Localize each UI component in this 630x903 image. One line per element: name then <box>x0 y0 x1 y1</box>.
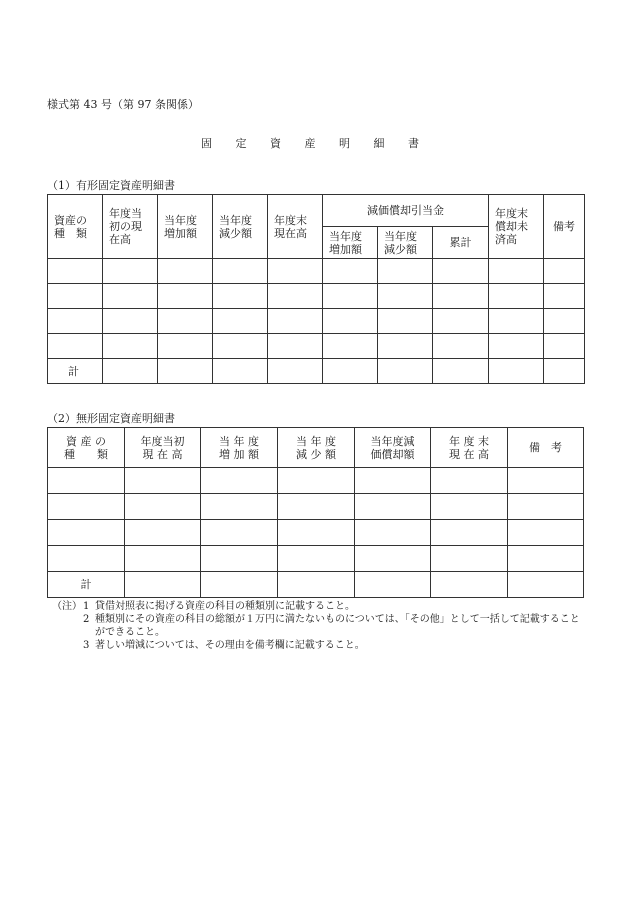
table-cell <box>433 284 489 309</box>
header-increase: 当年度 増加額 <box>158 195 213 259</box>
table-cell <box>323 284 378 309</box>
table-cell <box>378 359 433 384</box>
table-cell <box>323 359 378 384</box>
section2-title: （2）無形固定資産明細書 <box>47 412 175 425</box>
table-cell <box>431 468 508 494</box>
table-cell <box>201 468 278 494</box>
note-text: 種類別にその資産の科目の総額が１万円に満たないものについては、「その他」として一括して記載することができること。 <box>95 614 580 638</box>
table-cell <box>433 309 489 334</box>
table-cell <box>48 259 103 284</box>
table-cell <box>323 309 378 334</box>
table-cell <box>158 259 213 284</box>
table-cell <box>125 468 201 494</box>
table-cell <box>125 546 201 572</box>
table-cell <box>278 546 355 572</box>
table-cell <box>433 259 489 284</box>
table-cell <box>48 468 125 494</box>
header-depreciation: 当年度減 価償却額 <box>355 428 431 468</box>
table-cell <box>544 334 585 359</box>
table-cell <box>268 359 323 384</box>
table-cell <box>278 468 355 494</box>
table-row <box>48 468 584 494</box>
table-cell <box>201 520 278 546</box>
table-cell <box>355 494 431 520</box>
table-cell <box>544 284 585 309</box>
header-dep-total: 累計 <box>433 227 489 259</box>
table-cell <box>48 546 125 572</box>
header-dep-end: 年度末 償却未 済高 <box>489 195 544 259</box>
table-cell <box>489 359 544 384</box>
table-cell <box>103 284 158 309</box>
table-cell <box>431 546 508 572</box>
table-cell <box>125 494 201 520</box>
header-end-balance: 年 度 末 現 在 高 <box>431 428 508 468</box>
total-label: 計 <box>48 359 103 384</box>
table-cell <box>103 334 158 359</box>
intangible-assets-table <box>47 427 584 598</box>
table-cell <box>48 334 103 359</box>
table-cell <box>213 334 268 359</box>
table-cell <box>508 572 584 598</box>
table-cell <box>278 520 355 546</box>
table-cell <box>489 334 544 359</box>
header-asset-type: 資産の 種 類 <box>48 195 103 259</box>
header-increase: 当 年 度 増 加 額 <box>201 428 278 468</box>
header-decrease: 当年度 減少額 <box>213 195 268 259</box>
table-cell <box>489 284 544 309</box>
table-cell <box>48 309 103 334</box>
note-text: 著しい増減については、その理由を備考欄に記載すること。 <box>95 640 365 651</box>
table-cell <box>431 520 508 546</box>
table-cell <box>355 520 431 546</box>
table-cell <box>355 468 431 494</box>
note-text: 貸借対照表に掲げる資産の科目の種類別に記載すること。 <box>95 601 355 612</box>
header-begin-balance: 年度当初 現 在 高 <box>125 428 201 468</box>
table-cell <box>378 334 433 359</box>
header-end-balance: 年度末 現在高 <box>268 195 323 259</box>
table-cell <box>323 259 378 284</box>
header-remarks: 備 考 <box>508 428 584 468</box>
table-cell <box>158 284 213 309</box>
table-row <box>48 520 584 546</box>
table-cell <box>268 309 323 334</box>
table-cell <box>544 359 585 384</box>
table-cell <box>268 259 323 284</box>
header-decrease: 当 年 度 減 少 額 <box>278 428 355 468</box>
header-dep-decrease: 当年度 減少額 <box>378 227 433 259</box>
note-number: 3 <box>83 640 90 651</box>
total-row <box>48 359 585 384</box>
header-dep-increase: 当年度 増加額 <box>323 227 378 259</box>
table-cell <box>544 259 585 284</box>
table-cell <box>268 284 323 309</box>
table-cell <box>201 572 278 598</box>
header-depreciation-group: 減価償却引当金 <box>323 195 489 227</box>
table-cell <box>201 546 278 572</box>
note-item <box>52 600 587 613</box>
note-number: 1 <box>83 601 90 612</box>
note-number: 2 <box>83 614 90 625</box>
table-cell <box>103 259 158 284</box>
table-cell <box>433 334 489 359</box>
table-cell <box>508 520 584 546</box>
table-cell <box>158 359 213 384</box>
table-cell <box>158 309 213 334</box>
table-cell <box>278 494 355 520</box>
table-row <box>48 284 585 309</box>
notes <box>52 600 587 652</box>
total-row <box>48 572 584 598</box>
table-cell <box>125 520 201 546</box>
note-item <box>52 639 587 652</box>
form-number: 様式第 43 号（第 97 条関係） <box>47 98 199 111</box>
table-cell <box>48 494 125 520</box>
table-cell <box>489 309 544 334</box>
notes-prefix: （注） <box>52 601 82 612</box>
header-asset-type: 資 産 の 種 類 <box>48 428 125 468</box>
header-remarks: 備考 <box>544 195 585 259</box>
table-cell <box>103 359 158 384</box>
table-cell <box>213 359 268 384</box>
table-cell <box>48 520 125 546</box>
table-cell <box>213 259 268 284</box>
table-cell <box>508 494 584 520</box>
table-cell <box>158 334 213 359</box>
table-cell <box>278 572 355 598</box>
document-title: 固 定 資 産 明 細 書 <box>201 137 429 150</box>
table-cell <box>213 284 268 309</box>
table-cell <box>355 546 431 572</box>
total-label: 計 <box>48 572 125 598</box>
header-begin-balance: 年度当 初の現 在高 <box>103 195 158 259</box>
table-cell <box>201 494 278 520</box>
table-cell <box>103 309 158 334</box>
table-cell <box>378 259 433 284</box>
table-cell <box>489 259 544 284</box>
table-cell <box>433 359 489 384</box>
table-cell <box>508 546 584 572</box>
table-row <box>48 546 584 572</box>
table-cell <box>125 572 201 598</box>
table-cell <box>508 468 584 494</box>
table-cell <box>268 334 323 359</box>
table-cell <box>213 309 268 334</box>
table-row <box>48 309 585 334</box>
table-cell <box>378 284 433 309</box>
table-cell <box>323 334 378 359</box>
tangible-assets-table <box>47 194 585 384</box>
table-cell <box>355 572 431 598</box>
section1-title: （1）有形固定資産明細書 <box>47 179 175 192</box>
table-cell <box>544 309 585 334</box>
table-cell <box>431 494 508 520</box>
table-row <box>48 494 584 520</box>
note-item <box>52 613 587 639</box>
table-cell <box>378 309 433 334</box>
table-cell <box>431 572 508 598</box>
table-row <box>48 334 585 359</box>
table-cell <box>48 284 103 309</box>
table-row <box>48 259 585 284</box>
